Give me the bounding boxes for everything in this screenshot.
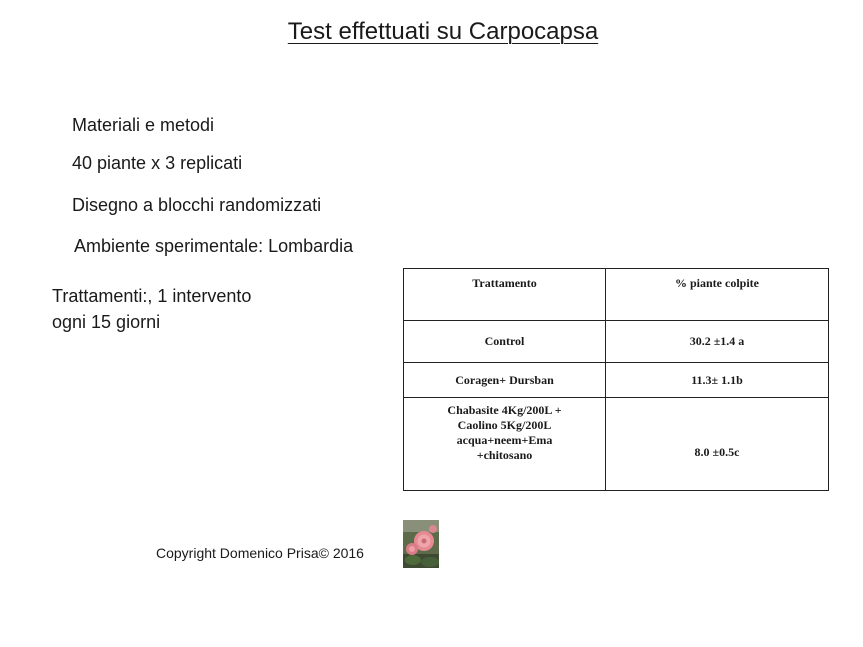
plants-replicates-text: 40 piante x 3 replicati: [72, 153, 243, 173]
block-design-text: Disegno a blocchi randomizzati: [72, 195, 322, 215]
treatment-cell: Coragen+ Dursban: [404, 363, 606, 398]
slide-title: Test effettuati su Carpocapsa: [287, 18, 599, 45]
treatment-line: Chabasite 4Kg/200L +: [447, 403, 562, 417]
header-percent-affected: % piante colpite: [606, 269, 829, 321]
treatment-line: acqua+neem+Ema: [456, 433, 553, 447]
value-cell: 8.0 ±0.5c: [606, 398, 829, 491]
value-cell: 11.3± 1.1b: [606, 363, 829, 398]
header-treatment: Trattamento: [404, 269, 606, 321]
treatments-line-1: Trattamenti:, 1 intervento: [52, 286, 252, 306]
value-cell: 30.2 ±1.4 a: [606, 321, 829, 363]
copyright-text: Copyright Domenico Prisa© 2016: [156, 545, 364, 561]
treatment-line: +chitosano: [476, 448, 533, 462]
results-table: [403, 268, 829, 491]
table-row: [404, 398, 829, 491]
treatment-cell: [404, 398, 606, 491]
treatments-line-2: ogni 15 giorni: [52, 312, 161, 332]
materials-methods-heading: Materiali e metodi: [72, 115, 215, 135]
experimental-environment-text: Ambiente sperimentale: Lombardia: [74, 236, 354, 256]
table-header-row: [404, 269, 829, 321]
treatment-line: Caolino 5Kg/200L: [457, 418, 552, 432]
table-row: [404, 321, 829, 363]
table-row: [404, 363, 829, 398]
treatment-cell: Control: [404, 321, 606, 363]
treatments-text: [52, 283, 312, 335]
flower-photo-icon: [403, 520, 439, 568]
